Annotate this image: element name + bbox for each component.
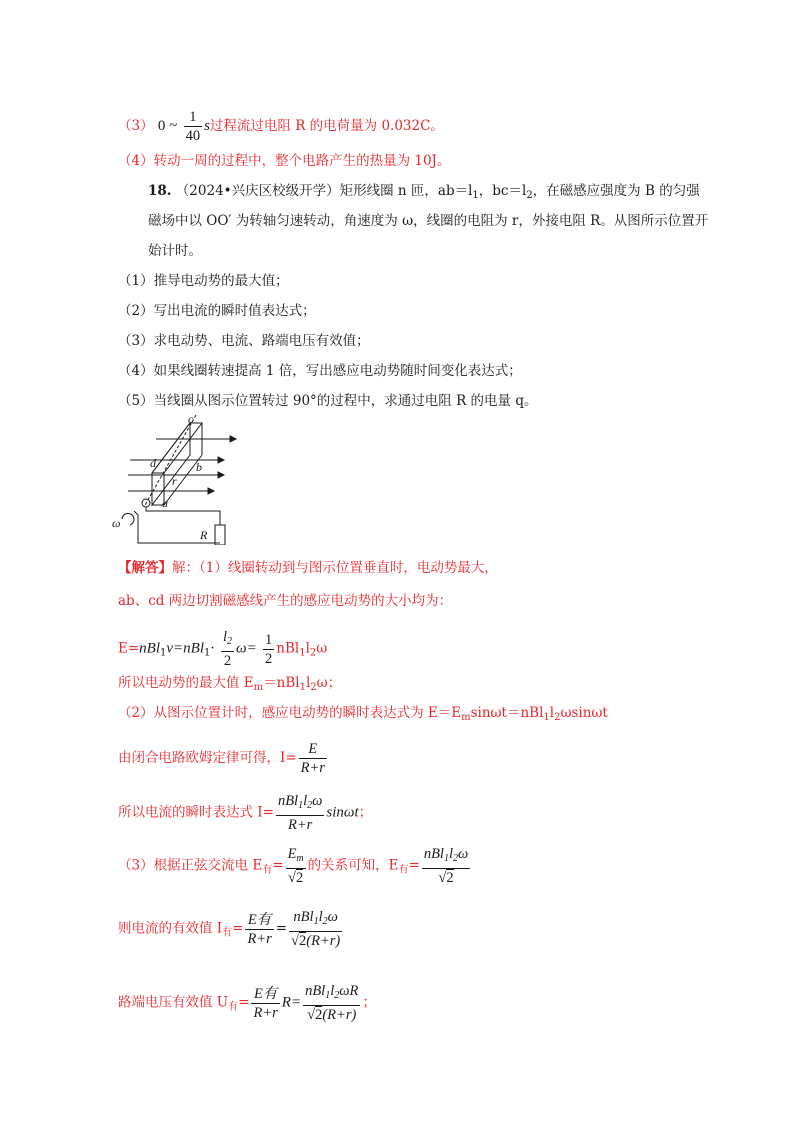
problem-part-4: （4）如果线圈转速提高 1 倍，写出感应电动势随时间变化表达式； — [118, 363, 522, 379]
wire-top — [146, 507, 220, 525]
p2-s2: 2 — [554, 712, 561, 723]
u-frac: $\frac{\text{E有}}{R+r}$ — [253, 985, 278, 1021]
eq1-sub-1: 1 — [160, 647, 167, 659]
i-pre: 则电流的有效值 I — [118, 920, 223, 937]
problem-part-1: （1）推导电动势的最大值； — [118, 273, 289, 289]
p3-you: 有 — [262, 864, 273, 876]
eq1-tail-sub-2: 2 — [309, 647, 317, 659]
eq1-frac: $\frac{l_2}{2}$ — [222, 629, 233, 669]
i-frac: $\frac{\text{E有}}{R+r}$ — [247, 911, 272, 947]
eq1-tail-3: ω — [316, 640, 328, 657]
inst-pre: 所以电流的瞬时表达式 I= — [118, 804, 274, 821]
ohm-frac: $\frac{E}{R+r}$ — [300, 741, 325, 776]
prev-q3-range: 0 ~ — [157, 118, 178, 134]
eq1-dot: · — [210, 640, 215, 657]
answer-part3-line — [118, 845, 472, 887]
label-R: R — [200, 528, 208, 542]
eq1-tail-2: l — [305, 640, 310, 657]
max-mid: ＝nBl — [263, 675, 300, 691]
eq1-lead: E= — [118, 640, 140, 657]
label-c: c — [188, 415, 194, 426]
problem-line-2: 磁场中以 OO′ 为转轴匀速转动，角速度为 ω，线圈的电阻为 r，外接电阻 R。从图所示位置开 — [148, 213, 709, 229]
answer-current-rms-line — [118, 908, 344, 950]
prev-q3-text: 过程流过电阻 R 的电荷量为 0.032C。 — [209, 118, 444, 134]
u-pre: 路端电压有效值 U — [118, 994, 229, 1011]
p3-frac: $\frac{E_m}{√2}$ — [287, 846, 304, 886]
problem-part-3: （3）求电动势、电流、路端电压有效值； — [118, 333, 370, 349]
field-arrow-3 — [218, 472, 224, 478]
prev-q4-line: （4）转动一周的过程中，整个电路产生的热量为 10J。 — [118, 153, 451, 169]
problem-sub-2: 2 — [526, 190, 533, 201]
label-a: a — [162, 496, 168, 510]
answer-max-line — [118, 673, 341, 698]
eq1-b: v=nBl — [166, 640, 205, 657]
max-end: ω； — [316, 675, 342, 691]
max-l: l — [305, 675, 311, 691]
eq1-tail: nBl — [276, 640, 300, 657]
p2-end: ωsinωt — [560, 705, 608, 721]
inst-end: ； — [358, 804, 373, 821]
resistor-R — [215, 525, 225, 545]
field-arrow-2 — [218, 457, 224, 463]
problem-line1-c: ，在磁感应强度为 B 的匀强 — [532, 183, 700, 199]
prev-q3-label: （3） — [118, 118, 154, 134]
i-eq: = — [232, 920, 244, 937]
prev-q3-fraction: $\frac{1}{40}$ — [185, 109, 201, 144]
u-eq: = — [238, 994, 250, 1011]
p3-you2: 有 — [398, 864, 409, 876]
problem-line1-b: ，bc＝l — [478, 183, 527, 199]
p3-eq: = — [272, 857, 284, 874]
p2-mid: sinωt＝nBl — [470, 705, 544, 721]
label-d: d — [150, 456, 156, 470]
p2-s1: 1 — [543, 712, 550, 723]
inst-frac: $\frac{nBl_1l_2\omega}{R+r}$ — [277, 793, 323, 833]
i-you: 有 — [222, 927, 233, 939]
p2-sub: m — [461, 712, 471, 723]
answer-intro: 解：（1）线圈转动到与图示位置垂直时，电动势最大， — [172, 560, 498, 576]
answer-tag: 【解答】 — [118, 560, 172, 576]
answer-line-2: ab、cd 两边切割磁感线产生的感应电动势的大小均为： — [118, 593, 453, 609]
problem-line-1 — [148, 181, 700, 206]
problem-sub-1: 1 — [472, 190, 479, 201]
i-rms-frac: $\frac{nBl_1l_2\omega}{√2(R+r)}$ — [291, 909, 341, 949]
p3-mid: 的关系可知，E — [307, 857, 399, 874]
label-omega: ω — [112, 516, 121, 530]
u-end: ； — [362, 994, 376, 1011]
problem-part-5: （5）当线圈从图示位置转过 90°的过程中，求通过电阻 R 的电量 q。 — [118, 393, 538, 409]
u-R: R= — [281, 994, 302, 1011]
max-s2: 2 — [310, 682, 317, 693]
eq1-half: $\frac{1}{2}$ — [265, 631, 273, 667]
i-eq2: = — [275, 920, 288, 937]
p3-eq2: = — [408, 857, 420, 874]
eq1-omega: ω= — [236, 640, 257, 657]
field-arrow-4 — [208, 488, 214, 494]
p3-rms-frac: $\frac{nBl_1l_2\omega}{√2}$ — [423, 846, 469, 886]
p2-l: l — [549, 705, 555, 721]
u-you: 有 — [228, 1001, 239, 1013]
eq1-a: nBl — [139, 640, 161, 657]
field-arrow-1 — [230, 436, 236, 442]
max-sub: m — [253, 682, 264, 693]
coil-figure — [108, 415, 238, 545]
problem-number: 18. — [148, 183, 172, 199]
label-b: b — [196, 460, 202, 474]
omega-arrow — [122, 513, 134, 525]
answer-intro-line — [118, 558, 498, 578]
problem-line-3: 始计时。 — [148, 243, 202, 259]
problem-part-2: （2）写出电流的瞬时值表达式； — [118, 303, 316, 319]
answer-eq1 — [118, 628, 327, 670]
eq1-sub-2: 1 — [204, 647, 211, 659]
answer-ohm-line — [118, 740, 329, 777]
inst-tail: sinωt — [326, 804, 359, 821]
prev-q3-line — [118, 108, 444, 145]
eq1-tail-sub-1: 1 — [299, 647, 306, 659]
answer-part2-line — [118, 703, 608, 728]
p2-text: （2）从图示位置计时，感应电动势的瞬时表达式为 E＝E — [118, 705, 462, 721]
answer-voltage-rms-line — [118, 982, 376, 1024]
u-rms-frac: $\frac{nBl_1l_2\omega R}{√2(R+r)}$ — [305, 983, 359, 1023]
answer-inst-line — [118, 792, 372, 834]
ohm-pre: 由闭合电路欧姆定律可得，I= — [118, 750, 297, 766]
problem-line1-text: （2024•兴庆区校级开学）矩形线圈 n 匝，ab＝l — [175, 183, 473, 199]
max-s1: 1 — [299, 682, 306, 693]
p3-pre: （3）根据正弦交流电 E — [118, 857, 263, 874]
prev-q3-unit: s — [204, 118, 210, 134]
max-pre: 所以电动势的最大值 E — [118, 675, 254, 691]
label-r: r — [172, 474, 177, 488]
